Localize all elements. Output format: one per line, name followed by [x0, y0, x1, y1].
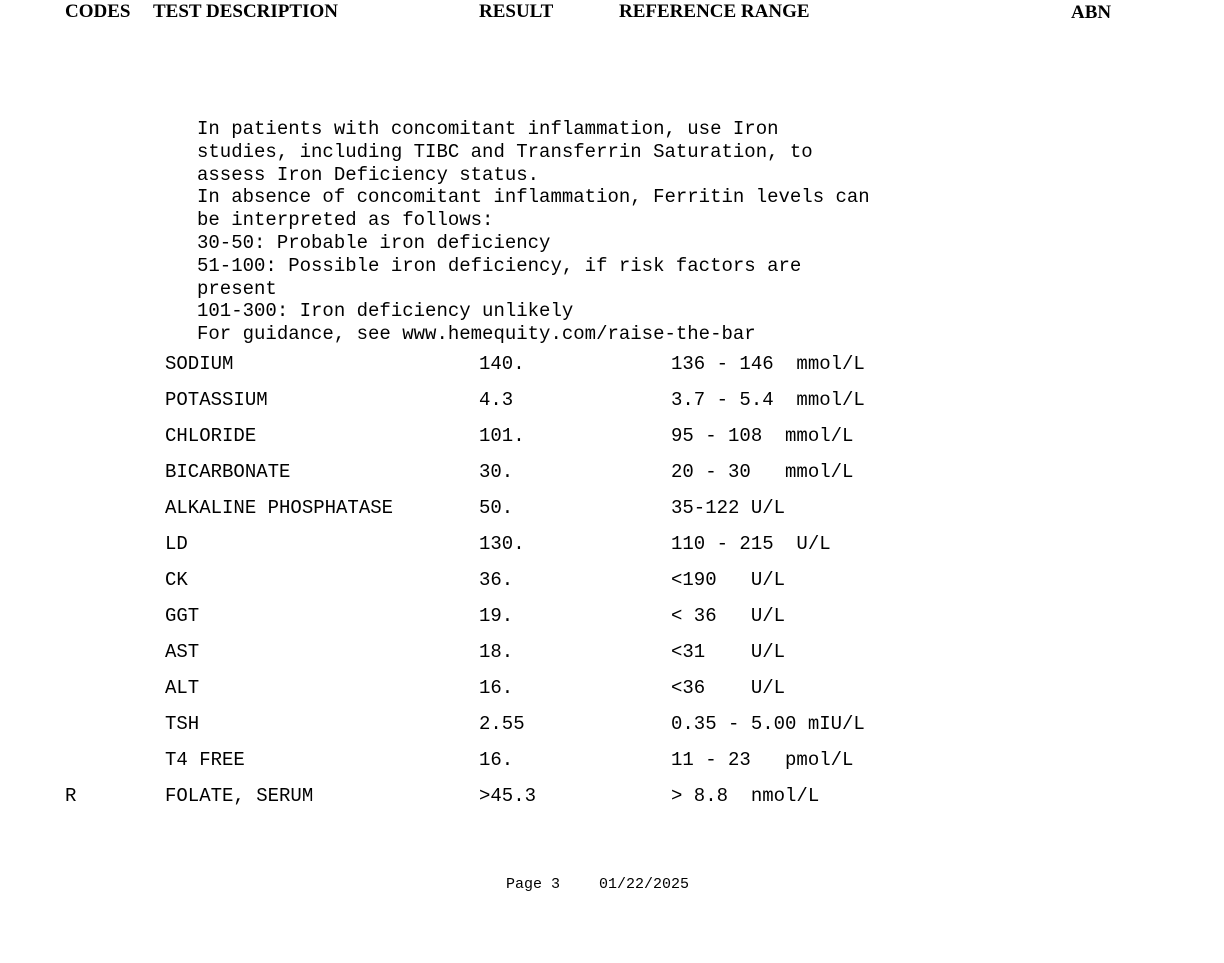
test-name: BICARBONATE — [165, 461, 291, 483]
note-line: 30-50: Probable iron deficiency — [197, 231, 551, 254]
note-line: For guidance, see www.hemequity.com/raise-the-bar — [197, 323, 756, 346]
reference-range: 35-122 U/L — [671, 497, 786, 519]
reference-range: 20 - 30 mmol/L — [671, 461, 854, 483]
test-result: 130. — [479, 533, 525, 555]
report-date: 01/22/2025 — [599, 876, 690, 893]
reference-range: <190 U/L — [671, 569, 786, 591]
test-result: 18. — [479, 641, 514, 663]
page-number: Page 3 — [506, 876, 561, 893]
reference-range: 95 - 108 mmol/L — [671, 425, 854, 447]
column-header-result: RESULT — [479, 1, 554, 22]
test-result: 30. — [479, 461, 514, 483]
reference-range: 0.35 - 5.00 mIU/L — [671, 713, 865, 735]
table-row — [0, 424, 1000, 460]
test-name: CHLORIDE — [165, 425, 257, 447]
reference-range: < 36 U/L — [671, 605, 786, 627]
reference-range: 110 - 215 U/L — [671, 533, 831, 555]
note-line: be interpreted as follows: — [197, 209, 494, 232]
test-result: 50. — [479, 497, 514, 519]
note-line: 51-100: Possible iron deficiency, if risk factors are — [197, 254, 802, 277]
table-row — [0, 460, 1000, 496]
test-name: ALT — [165, 677, 200, 699]
note-line: 101-300: Iron deficiency unlikely — [197, 300, 574, 323]
note-line: studies, including TIBC and Transferrin Saturation, to — [197, 140, 813, 163]
table-row — [0, 640, 1000, 676]
column-header-codes: CODES — [65, 1, 131, 22]
table-row — [0, 352, 1000, 388]
note-line: present — [197, 277, 277, 300]
table-row — [0, 496, 1000, 532]
test-name: TSH — [165, 713, 200, 735]
reference-range: 3.7 - 5.4 mmol/L — [671, 389, 865, 411]
test-name: FOLATE, SERUM — [165, 785, 314, 807]
ferritin-interpretation-note — [197, 118, 957, 346]
test-result: >45.3 — [479, 785, 537, 807]
note-line: assess Iron Deficiency status. — [197, 163, 540, 186]
page-footer — [488, 858, 689, 894]
test-name: T4 FREE — [165, 749, 245, 771]
note-line: In absence of concomitant inflammation, Ferritin levels can — [197, 186, 870, 209]
column-header-test-description: TEST DESCRIPTION — [153, 1, 338, 22]
note-line: In patients with concomitant inflammation, use Iron — [197, 118, 779, 140]
test-name: SODIUM — [165, 353, 234, 375]
test-result: 140. — [479, 353, 525, 375]
column-header-reference-range: REFERENCE RANGE — [619, 1, 810, 22]
table-row — [0, 388, 1000, 424]
test-result: 2.55 — [479, 713, 525, 735]
table-row — [0, 784, 1000, 820]
table-row — [0, 676, 1000, 712]
reference-range: > 8.8 nmol/L — [671, 785, 820, 807]
reference-range: <31 U/L — [671, 641, 786, 663]
table-row — [0, 712, 1000, 748]
test-result: 16. — [479, 677, 514, 699]
test-result: 36. — [479, 569, 514, 591]
test-name: AST — [165, 641, 200, 663]
table-row — [0, 748, 1000, 784]
results-table — [0, 352, 1000, 820]
table-row — [0, 532, 1000, 568]
test-result: 19. — [479, 605, 514, 627]
table-row — [0, 568, 1000, 604]
reference-range: 136 - 146 mmol/L — [671, 353, 865, 375]
test-result: 4.3 — [479, 389, 514, 411]
test-name: ALKALINE PHOSPHATASE — [165, 497, 394, 519]
test-result: 101. — [479, 425, 525, 447]
result-code: R — [65, 785, 77, 807]
test-name: LD — [165, 533, 188, 555]
column-header-abn: ABN — [1071, 2, 1112, 23]
reference-range: <36 U/L — [671, 677, 786, 699]
test-result: 16. — [479, 749, 514, 771]
test-name: POTASSIUM — [165, 389, 268, 411]
table-row — [0, 604, 1000, 640]
reference-range: 11 - 23 pmol/L — [671, 749, 854, 771]
test-name: GGT — [165, 605, 200, 627]
test-name: CK — [165, 569, 188, 591]
